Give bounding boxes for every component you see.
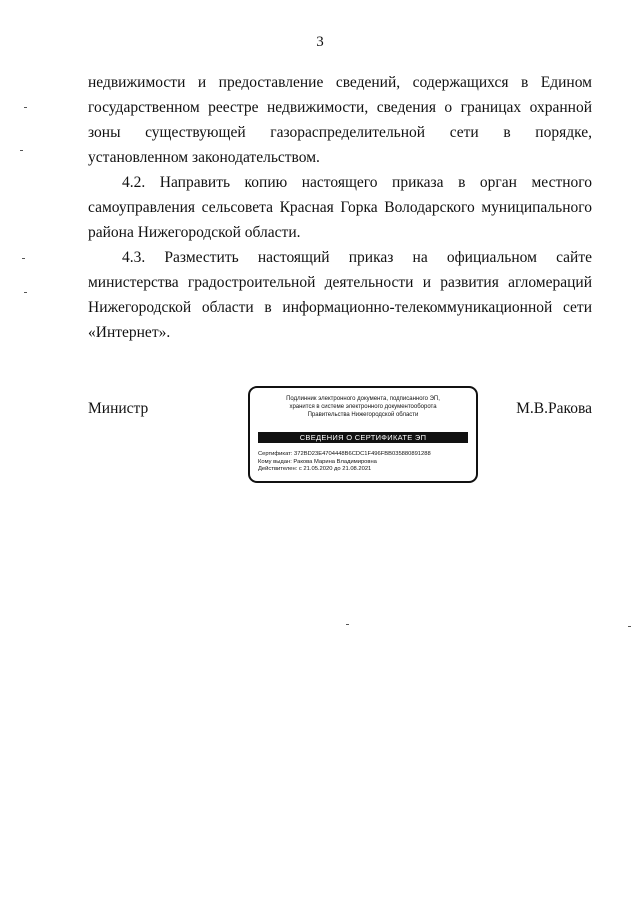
certificate-validity: Действителен: с 21.05.2020 до 21.08.2021 [258, 466, 372, 472]
page-number: 3 [316, 34, 324, 50]
paragraph-4-2: 4.2. Направить копию настоящего приказа в орган местного самоуправления сельсовета Красная Горка Володарского муниципального района Нижегородской области. [88, 174, 592, 241]
paragraph-4-3: 4.3. Разместить настоящий приказ на официальном сайте министерства градостроительной деятельности и развития агломераций Нижегородской области в информационно-телекоммуникационной сети «Интернет». [88, 249, 592, 341]
stamp-header [250, 395, 476, 419]
scan-mark [24, 107, 27, 108]
scan-mark [628, 626, 631, 627]
scan-mark [22, 258, 25, 259]
stamp-header-line: Правительства Нижегородской области [307, 412, 419, 418]
scan-mark [24, 292, 27, 293]
certificate-number: Сертификат: 372BD23E4704448B6CDC1F496FBB035880891288 [258, 451, 431, 457]
paragraph-continuation: недвижимости и предоставление сведений, содержащихся в Едином государственном реестре недвижимости, сведения о границах охранной зоны существующей газораспределительной сети в порядке, установленном законодательством. [88, 74, 592, 166]
certificate-owner: Кому выдан: Ракова Марина Владимировна [258, 458, 377, 465]
signatory-role: Министр [88, 400, 149, 417]
stamp-header-line: хранится в системе электронного документооборота [289, 404, 437, 410]
signatory-name: М.В.Ракова [516, 400, 592, 417]
scan-mark [346, 624, 349, 625]
stamp-header-line: Подлинник электронного документа, подписанного ЭП, [286, 396, 440, 402]
scan-mark [20, 150, 23, 151]
e-signature-stamp [248, 386, 478, 483]
signature-block [0, 386, 640, 496]
document-body [88, 70, 592, 345]
stamp-details [258, 451, 431, 474]
stamp-title: СВЕДЕНИЯ О СЕРТИФИКАТЕ ЭП [258, 432, 468, 443]
